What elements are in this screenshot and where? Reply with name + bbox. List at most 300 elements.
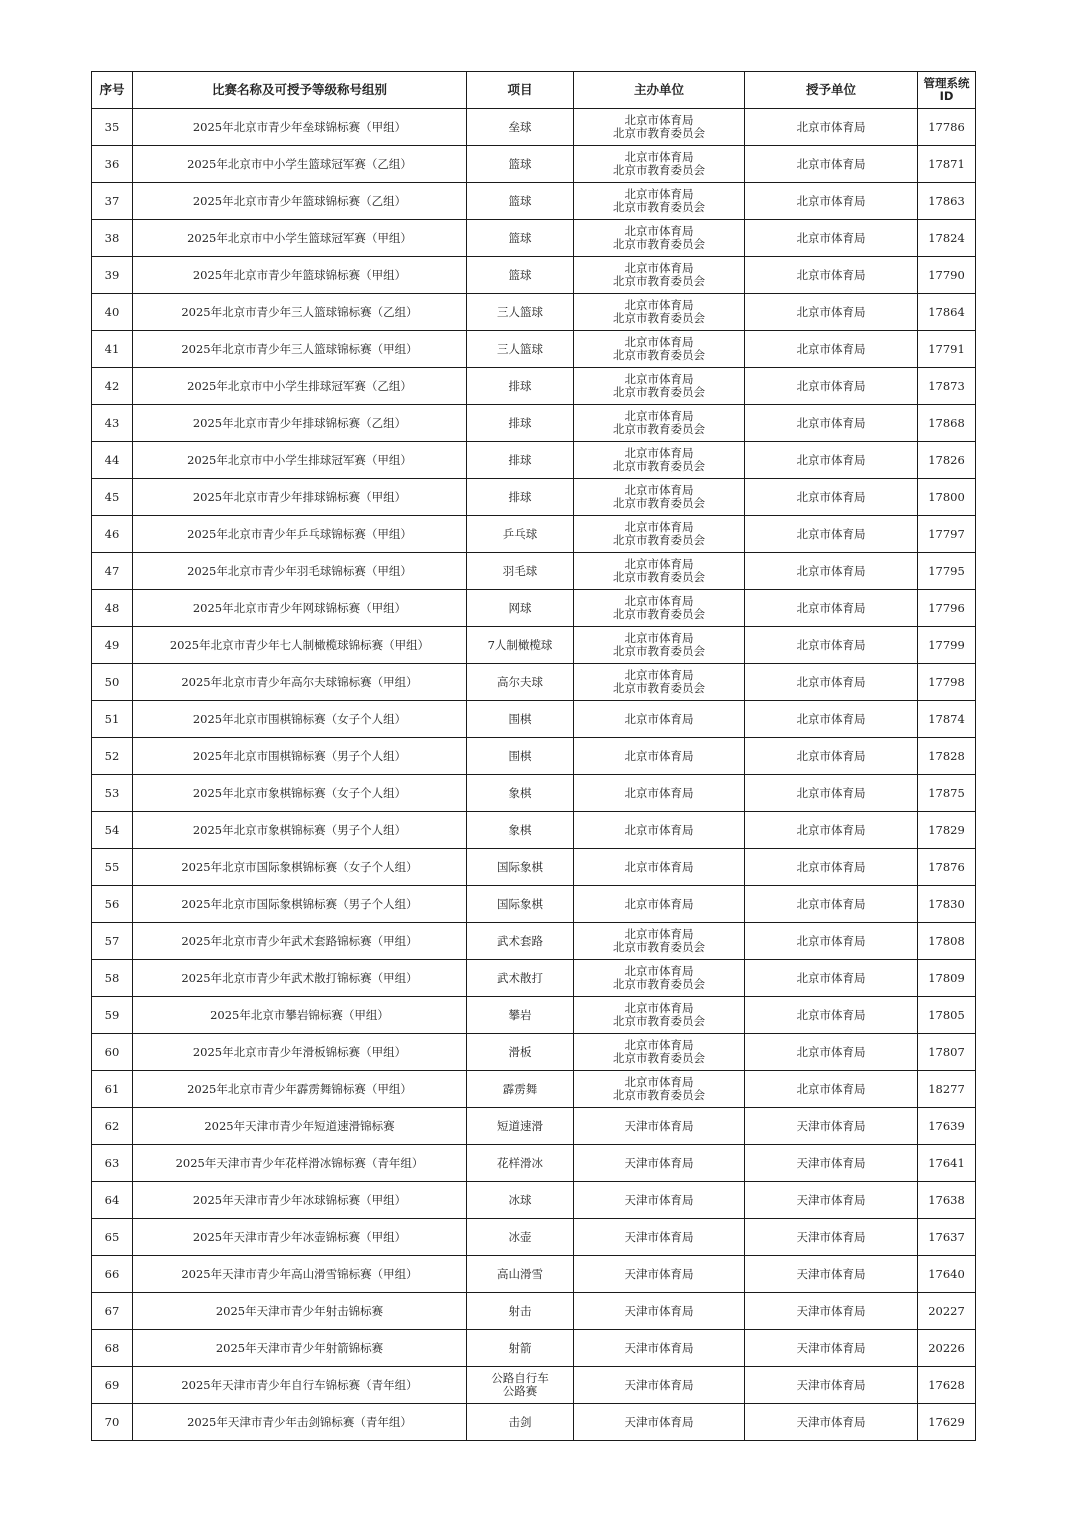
cell-organizer-line: 北京市教育委员会 (613, 1051, 705, 1065)
cell-competition-name: 2025年天津市青少年冰壶锦标赛（甲组） (133, 1219, 467, 1256)
cell-sport-line: 高山滑雪 (497, 1266, 543, 1281)
cell-grantor: 北京市体育局 (745, 294, 918, 331)
cell-organizer-line: 北京市体育局 (624, 224, 694, 238)
cell-system-id: 17828 (918, 738, 976, 775)
cell-organizer-line: 北京市教育委员会 (613, 570, 705, 584)
table-row (92, 664, 976, 701)
cell-organizer-line: 北京市教育委员会 (613, 200, 705, 214)
cell-sport-line: 三人篮球 (497, 304, 543, 319)
cell-sport-line: 篮球 (508, 156, 532, 171)
cell-sport (467, 1034, 574, 1071)
cell-organizer (574, 738, 745, 775)
cell-sport (467, 886, 574, 923)
table-row (92, 109, 976, 146)
cell-organizer-line: 北京市教育委员会 (613, 496, 705, 510)
cell-system-id: 17864 (918, 294, 976, 331)
cell-competition-name: 2025年北京市青少年篮球锦标赛（甲组） (133, 257, 467, 294)
cell-organizer-line: 北京市教育委员会 (613, 163, 705, 177)
cell-sport (467, 368, 574, 405)
cell-competition-name: 2025年天津市青少年冰球锦标赛（甲组） (133, 1182, 467, 1219)
cell-organizer-line: 北京市体育局 (624, 859, 694, 874)
cell-grantor: 北京市体育局 (745, 257, 918, 294)
cell-grantor: 北京市体育局 (745, 1034, 918, 1071)
cell-organizer-line: 北京市体育局 (624, 150, 694, 164)
cell-sport (467, 294, 574, 331)
cell-organizer (574, 146, 745, 183)
table-row (92, 1145, 976, 1182)
cell-grantor: 北京市体育局 (745, 479, 918, 516)
cell-no: 40 (92, 294, 133, 331)
cell-sport-line: 网球 (508, 600, 532, 615)
cell-sport (467, 405, 574, 442)
cell-organizer (574, 775, 745, 812)
cell-organizer (574, 1219, 745, 1256)
cell-organizer (574, 1256, 745, 1293)
cell-sport (467, 701, 574, 738)
cell-organizer (574, 664, 745, 701)
cell-organizer-line: 北京市体育局 (624, 520, 694, 534)
cell-organizer-line: 北京市体育局 (624, 113, 694, 127)
cell-system-id: 17871 (918, 146, 976, 183)
cell-competition-name: 2025年北京市中小学生排球冠军赛（甲组） (133, 442, 467, 479)
cell-sport (467, 738, 574, 775)
cell-sport-line: 国际象棋 (497, 896, 543, 911)
cell-organizer-line: 天津市体育局 (624, 1303, 694, 1318)
cell-organizer (574, 516, 745, 553)
cell-grantor: 北京市体育局 (745, 405, 918, 442)
cell-organizer (574, 812, 745, 849)
cell-competition-name: 2025年天津市青少年短道速滑锦标赛 (133, 1108, 467, 1145)
cell-organizer-line: 北京市教育委员会 (613, 940, 705, 954)
table-row (92, 997, 976, 1034)
cell-competition-name: 2025年北京市青少年武术散打锦标赛（甲组） (133, 960, 467, 997)
cell-sport-line: 短道速滑 (497, 1118, 543, 1133)
table-row (92, 812, 976, 849)
cell-sport-line: 射箭 (508, 1340, 532, 1355)
cell-no: 57 (92, 923, 133, 960)
cell-system-id: 17807 (918, 1034, 976, 1071)
cell-system-id: 17873 (918, 368, 976, 405)
cell-no: 69 (92, 1367, 133, 1404)
cell-grantor: 北京市体育局 (745, 183, 918, 220)
cell-no: 42 (92, 368, 133, 405)
cell-organizer (574, 1108, 745, 1145)
cell-grantor: 北京市体育局 (745, 146, 918, 183)
cell-system-id: 17824 (918, 220, 976, 257)
cell-grantor: 北京市体育局 (745, 738, 918, 775)
table-row (92, 1293, 976, 1330)
cell-competition-name: 2025年北京市青少年三人篮球锦标赛（甲组） (133, 331, 467, 368)
cell-sport (467, 997, 574, 1034)
cell-no: 38 (92, 220, 133, 257)
cell-grantor: 北京市体育局 (745, 516, 918, 553)
cell-organizer-line: 北京市教育委员会 (613, 459, 705, 473)
competition-table (91, 71, 976, 1441)
cell-sport-line: 篮球 (508, 230, 532, 245)
table-row (92, 405, 976, 442)
cell-organizer-line: 天津市体育局 (624, 1414, 694, 1429)
table-row (92, 1182, 976, 1219)
cell-system-id: 17639 (918, 1108, 976, 1145)
cell-organizer (574, 331, 745, 368)
cell-grantor: 北京市体育局 (745, 960, 918, 997)
cell-organizer (574, 923, 745, 960)
cell-competition-name: 2025年北京市攀岩锦标赛（甲组） (133, 997, 467, 1034)
cell-organizer-line: 天津市体育局 (624, 1377, 694, 1392)
cell-organizer (574, 1404, 745, 1441)
table-row (92, 775, 976, 812)
cell-sport-line: 排球 (508, 415, 532, 430)
cell-competition-name: 2025年北京市青少年篮球锦标赛（乙组） (133, 183, 467, 220)
cell-organizer-line: 北京市教育委员会 (613, 1088, 705, 1102)
cell-organizer-line: 北京市教育委员会 (613, 311, 705, 325)
cell-sport-line: 围棋 (508, 711, 532, 726)
cell-organizer-line: 北京市体育局 (624, 1001, 694, 1015)
cell-system-id: 17640 (918, 1256, 976, 1293)
table-row (92, 1256, 976, 1293)
header-system-id-line1: 管理系统 (923, 76, 970, 90)
cell-organizer (574, 701, 745, 738)
cell-sport-line: 滑板 (508, 1044, 532, 1059)
cell-competition-name: 2025年北京市青少年三人篮球锦标赛（乙组） (133, 294, 467, 331)
cell-organizer-line: 北京市教育委员会 (613, 533, 705, 547)
cell-grantor: 天津市体育局 (745, 1330, 918, 1367)
cell-organizer-line: 北京市教育委员会 (613, 237, 705, 251)
cell-system-id: 17809 (918, 960, 976, 997)
cell-no: 53 (92, 775, 133, 812)
cell-organizer-line: 北京市体育局 (624, 1075, 694, 1089)
cell-organizer (574, 1071, 745, 1108)
cell-system-id: 17863 (918, 183, 976, 220)
cell-organizer-line: 北京市教育委员会 (613, 977, 705, 991)
cell-system-id: 17808 (918, 923, 976, 960)
cell-grantor: 北京市体育局 (745, 849, 918, 886)
table-row (92, 701, 976, 738)
cell-competition-name: 2025年天津市青少年高山滑雪锦标赛（甲组） (133, 1256, 467, 1293)
header-name: 比赛名称及可授予等级称号组别 (133, 72, 467, 109)
cell-organizer (574, 1367, 745, 1404)
table-row (92, 1219, 976, 1256)
cell-organizer-line: 北京市体育局 (624, 261, 694, 275)
cell-sport (467, 627, 574, 664)
cell-sport-line: 象棋 (508, 785, 532, 800)
cell-competition-name: 2025年天津市青少年击剑锦标赛（青年组） (133, 1404, 467, 1441)
cell-sport-line: 7人制橄榄球 (487, 637, 553, 652)
cell-sport (467, 590, 574, 627)
cell-system-id: 17798 (918, 664, 976, 701)
cell-system-id: 17791 (918, 331, 976, 368)
header-grantor: 授予单位 (745, 72, 918, 109)
cell-organizer-line: 天津市体育局 (624, 1192, 694, 1207)
table-row (92, 1071, 976, 1108)
cell-organizer (574, 220, 745, 257)
cell-system-id: 17795 (918, 553, 976, 590)
cell-no: 68 (92, 1330, 133, 1367)
cell-competition-name: 2025年北京市青少年排球锦标赛（乙组） (133, 405, 467, 442)
cell-sport (467, 960, 574, 997)
cell-organizer-line: 北京市教育委员会 (613, 274, 705, 288)
cell-system-id: 17829 (918, 812, 976, 849)
cell-organizer-line: 北京市体育局 (624, 822, 694, 837)
cell-system-id: 17786 (918, 109, 976, 146)
cell-sport (467, 1404, 574, 1441)
cell-grantor: 天津市体育局 (745, 1293, 918, 1330)
cell-no: 58 (92, 960, 133, 997)
cell-organizer-line: 北京市体育局 (624, 409, 694, 423)
cell-organizer (574, 1034, 745, 1071)
cell-sport (467, 1219, 574, 1256)
cell-organizer-line: 天津市体育局 (624, 1118, 694, 1133)
cell-sport (467, 479, 574, 516)
cell-system-id: 17874 (918, 701, 976, 738)
cell-organizer (574, 1145, 745, 1182)
table-row (92, 886, 976, 923)
cell-no: 55 (92, 849, 133, 886)
cell-no: 70 (92, 1404, 133, 1441)
table-row (92, 738, 976, 775)
cell-organizer (574, 368, 745, 405)
header-organizer: 主办单位 (574, 72, 745, 109)
cell-no: 35 (92, 109, 133, 146)
table-row (92, 590, 976, 627)
cell-no: 62 (92, 1108, 133, 1145)
cell-organizer (574, 183, 745, 220)
cell-competition-name: 2025年北京市青少年霹雳舞锦标赛（甲组） (133, 1071, 467, 1108)
cell-sport (467, 849, 574, 886)
cell-grantor: 天津市体育局 (745, 1256, 918, 1293)
cell-organizer (574, 553, 745, 590)
cell-organizer (574, 479, 745, 516)
cell-no: 41 (92, 331, 133, 368)
cell-sport-line: 围棋 (508, 748, 532, 763)
cell-organizer (574, 1182, 745, 1219)
cell-no: 36 (92, 146, 133, 183)
cell-organizer-line: 北京市体育局 (624, 668, 694, 682)
cell-competition-name: 2025年北京市青少年排球锦标赛（甲组） (133, 479, 467, 516)
cell-competition-name: 2025年天津市青少年自行车锦标赛（青年组） (133, 1367, 467, 1404)
cell-sport-line: 三人篮球 (497, 341, 543, 356)
table-row (92, 849, 976, 886)
cell-sport-line: 射击 (508, 1303, 532, 1318)
cell-organizer-line: 北京市教育委员会 (613, 385, 705, 399)
document-page (91, 71, 975, 1441)
cell-competition-name: 2025年北京市青少年滑板锦标赛（甲组） (133, 1034, 467, 1071)
cell-system-id: 17637 (918, 1219, 976, 1256)
cell-sport (467, 146, 574, 183)
cell-competition-name: 2025年北京市青少年高尔夫球锦标赛（甲组） (133, 664, 467, 701)
cell-sport (467, 553, 574, 590)
cell-organizer (574, 405, 745, 442)
cell-organizer-line: 天津市体育局 (624, 1229, 694, 1244)
cell-no: 67 (92, 1293, 133, 1330)
table-row (92, 1330, 976, 1367)
cell-grantor: 天津市体育局 (745, 1404, 918, 1441)
cell-no: 54 (92, 812, 133, 849)
cell-system-id: 17799 (918, 627, 976, 664)
cell-sport-line: 公路自行车 (491, 1371, 549, 1385)
cell-sport-line: 武术套路 (497, 933, 543, 948)
cell-competition-name: 2025年北京市青少年垒球锦标赛（甲组） (133, 109, 467, 146)
cell-competition-name: 2025年北京市象棋锦标赛（女子个人组） (133, 775, 467, 812)
cell-no: 49 (92, 627, 133, 664)
cell-no: 64 (92, 1182, 133, 1219)
cell-system-id: 17830 (918, 886, 976, 923)
table-row (92, 479, 976, 516)
cell-organizer-line: 天津市体育局 (624, 1155, 694, 1170)
cell-organizer-line: 北京市教育委员会 (613, 607, 705, 621)
cell-system-id: 17790 (918, 257, 976, 294)
table-row (92, 183, 976, 220)
cell-organizer (574, 886, 745, 923)
cell-sport-line: 排球 (508, 452, 532, 467)
cell-grantor: 北京市体育局 (745, 590, 918, 627)
cell-grantor: 北京市体育局 (745, 368, 918, 405)
cell-organizer-line: 北京市体育局 (624, 896, 694, 911)
cell-no: 47 (92, 553, 133, 590)
cell-no: 63 (92, 1145, 133, 1182)
cell-sport (467, 1071, 574, 1108)
cell-organizer-line: 北京市体育局 (624, 187, 694, 201)
cell-sport-line: 排球 (508, 378, 532, 393)
cell-organizer-line: 北京市体育局 (624, 594, 694, 608)
cell-sport (467, 1330, 574, 1367)
cell-organizer-line: 北京市体育局 (624, 927, 694, 941)
cell-sport (467, 220, 574, 257)
cell-system-id: 17797 (918, 516, 976, 553)
table-row (92, 331, 976, 368)
cell-organizer (574, 997, 745, 1034)
cell-competition-name: 2025年北京市青少年武术套路锦标赛（甲组） (133, 923, 467, 960)
cell-no: 59 (92, 997, 133, 1034)
cell-organizer (574, 627, 745, 664)
cell-grantor: 北京市体育局 (745, 220, 918, 257)
cell-organizer-line: 北京市教育委员会 (613, 644, 705, 658)
cell-no: 39 (92, 257, 133, 294)
cell-competition-name: 2025年天津市青少年射箭锦标赛 (133, 1330, 467, 1367)
table-row (92, 220, 976, 257)
cell-competition-name: 2025年北京市青少年乒乓球锦标赛（甲组） (133, 516, 467, 553)
cell-organizer-line: 北京市体育局 (624, 372, 694, 386)
header-system-id (918, 72, 976, 109)
cell-organizer-line: 北京市体育局 (624, 335, 694, 349)
cell-system-id: 17628 (918, 1367, 976, 1404)
header-no: 序号 (92, 72, 133, 109)
cell-no: 48 (92, 590, 133, 627)
cell-no: 51 (92, 701, 133, 738)
cell-sport (467, 1293, 574, 1330)
cell-grantor: 北京市体育局 (745, 812, 918, 849)
cell-grantor: 天津市体育局 (745, 1219, 918, 1256)
cell-system-id: 20227 (918, 1293, 976, 1330)
cell-grantor: 北京市体育局 (745, 627, 918, 664)
cell-sport-line: 垒球 (508, 119, 532, 134)
cell-sport-line: 乒乓球 (502, 526, 538, 541)
cell-sport (467, 109, 574, 146)
table-row (92, 1108, 976, 1145)
cell-organizer (574, 590, 745, 627)
table-header (92, 72, 976, 109)
cell-sport (467, 664, 574, 701)
cell-sport-line: 霹雳舞 (502, 1081, 538, 1096)
cell-no: 61 (92, 1071, 133, 1108)
cell-organizer-line: 北京市体育局 (624, 748, 694, 763)
cell-system-id: 17826 (918, 442, 976, 479)
cell-grantor: 北京市体育局 (745, 775, 918, 812)
table-row (92, 960, 976, 997)
cell-system-id: 17629 (918, 1404, 976, 1441)
cell-organizer-line: 北京市体育局 (624, 298, 694, 312)
cell-organizer-line: 北京市体育局 (624, 1038, 694, 1052)
cell-sport-line: 排球 (508, 489, 532, 504)
table-row (92, 1034, 976, 1071)
table-body (92, 109, 976, 1441)
cell-no: 65 (92, 1219, 133, 1256)
header-system-id-line2: ID (939, 89, 954, 103)
cell-sport (467, 1367, 574, 1404)
cell-competition-name: 2025年北京市象棋锦标赛（男子个人组） (133, 812, 467, 849)
cell-sport-line: 篮球 (508, 193, 532, 208)
cell-competition-name: 2025年北京市国际象棋锦标赛（女子个人组） (133, 849, 467, 886)
cell-grantor: 北京市体育局 (745, 997, 918, 1034)
cell-competition-name: 2025年北京市青少年七人制橄榄球锦标赛（甲组） (133, 627, 467, 664)
cell-organizer-line: 北京市教育委员会 (613, 1014, 705, 1028)
table-row (92, 516, 976, 553)
cell-no: 66 (92, 1256, 133, 1293)
table-row (92, 553, 976, 590)
cell-grantor: 北京市体育局 (745, 442, 918, 479)
cell-system-id: 17796 (918, 590, 976, 627)
cell-competition-name: 2025年北京市中小学生篮球冠军赛（乙组） (133, 146, 467, 183)
cell-sport-line: 象棋 (508, 822, 532, 837)
cell-grantor: 北京市体育局 (745, 553, 918, 590)
cell-competition-name: 2025年北京市国际象棋锦标赛（男子个人组） (133, 886, 467, 923)
cell-sport-line: 公路赛 (502, 1384, 538, 1398)
cell-grantor: 北京市体育局 (745, 1071, 918, 1108)
cell-no: 46 (92, 516, 133, 553)
cell-system-id: 17800 (918, 479, 976, 516)
cell-system-id: 20226 (918, 1330, 976, 1367)
cell-competition-name: 2025年北京市青少年羽毛球锦标赛（甲组） (133, 553, 467, 590)
cell-organizer-line: 北京市教育委员会 (613, 681, 705, 695)
cell-sport-line: 武术散打 (497, 970, 543, 985)
cell-sport-line: 篮球 (508, 267, 532, 282)
cell-competition-name: 2025年北京市中小学生篮球冠军赛（甲组） (133, 220, 467, 257)
cell-organizer (574, 1293, 745, 1330)
cell-organizer (574, 849, 745, 886)
cell-organizer-line: 北京市体育局 (624, 483, 694, 497)
cell-sport (467, 812, 574, 849)
cell-organizer-line: 北京市体育局 (624, 446, 694, 460)
cell-organizer-line: 天津市体育局 (624, 1340, 694, 1355)
cell-system-id: 17875 (918, 775, 976, 812)
cell-organizer-line: 北京市体育局 (624, 964, 694, 978)
table-row (92, 1367, 976, 1404)
cell-organizer-line: 北京市体育局 (624, 557, 694, 571)
cell-sport (467, 923, 574, 960)
cell-system-id: 17638 (918, 1182, 976, 1219)
cell-system-id: 17641 (918, 1145, 976, 1182)
cell-organizer-line: 北京市教育委员会 (613, 348, 705, 362)
cell-sport-line: 击剑 (508, 1414, 532, 1429)
cell-sport-line: 冰壶 (508, 1229, 532, 1244)
cell-system-id: 17805 (918, 997, 976, 1034)
cell-no: 56 (92, 886, 133, 923)
table-row (92, 368, 976, 405)
cell-sport-line: 花样滑冰 (497, 1155, 543, 1170)
cell-sport (467, 775, 574, 812)
cell-grantor: 北京市体育局 (745, 701, 918, 738)
cell-sport-line: 高尔夫球 (497, 674, 543, 689)
